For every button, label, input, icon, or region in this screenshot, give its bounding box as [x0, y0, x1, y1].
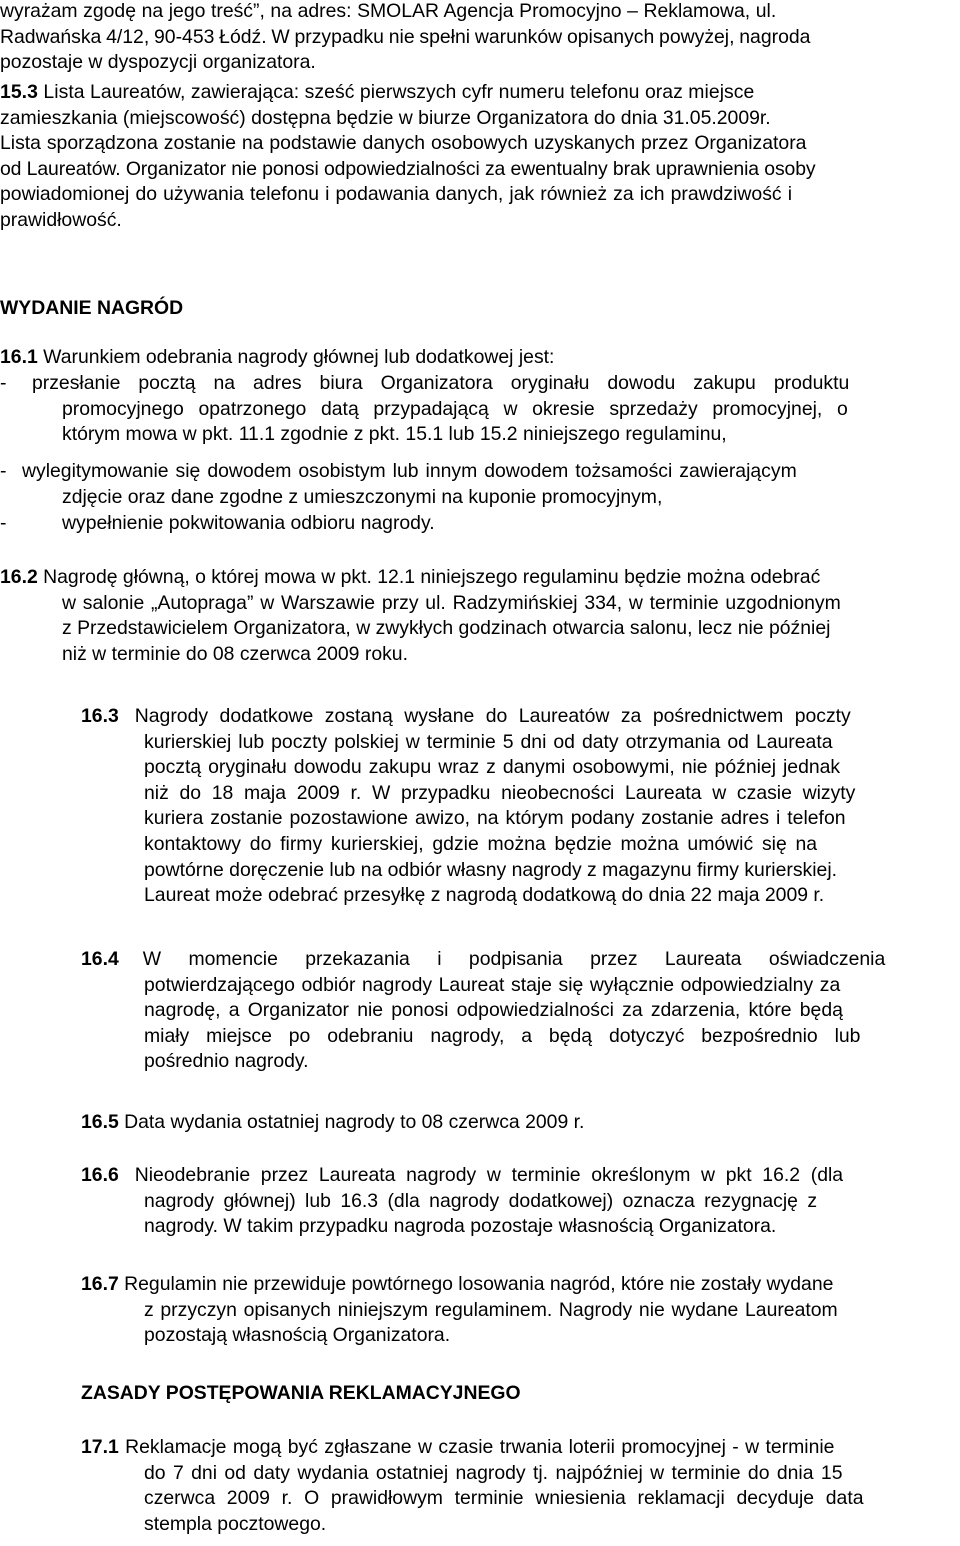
- intro-line-1: wyrażam zgodę na jego treść”, na adres: SMOLAR Agencja Promocyjno – Reklamowa, ul.: [0, 0, 777, 22]
- section-15-3-line-3: Lista sporządzona zostanie na podstawie danych osobowych uzyskanych przez Organizatora: [0, 132, 807, 155]
- section-number: 16.1: [0, 346, 38, 368]
- section-16-3-line-4: niż do 18 maja 2009 r. W przypadku nieobecności Laureata w czasie wizyty: [144, 781, 856, 804]
- list-item: [0, 459, 958, 510]
- section-15-3-line-5: powiadomionej do używania telefonu i podawania danych, jak również za ich prawdziwość i: [0, 183, 793, 206]
- section-16-3: [81, 704, 958, 909]
- section-16-7-line-2: z przyczyn opisanych niniejszym regulaminem. Nagrody nie wydane Laureatom: [144, 1298, 838, 1321]
- section-16-1-intro: Warunkiem odebrania nagrody głównej lub dodatkowej jest:: [37, 346, 555, 368]
- section-16-1: [0, 345, 958, 371]
- section-17-1-line-4: stempla pocztowego.: [144, 1512, 327, 1535]
- section-16-3-line-7: powtórne doręczenie lub na odbiór własny nagrody z magazynu firmy kurierskiej.: [144, 858, 838, 881]
- section-16-4-line-2: potwierdzającego odbiór nagrody Laureat staje się wyłącznie odpowiedzialny za: [144, 973, 841, 996]
- section-15-3-line-2: zamieszkania (miejscowość) dostępna będzie w biurze Organizatora do dnia 31.05.2009r.: [0, 106, 771, 129]
- list-item-line: zdjęcie oraz dane zgodne z umieszczonymi na kuponie promocyjnym,: [62, 485, 663, 508]
- section-16-3-line-6: kontaktowy do firmy kurierskiej, gdzie można będzie można umówić się na: [144, 832, 818, 855]
- section-16-4-line-1: W momencie przekazania i podpisania przez Laureata oświadczenia: [142, 948, 886, 970]
- list-item-line: wypełnienie pokwitowania odbioru nagrody.: [62, 512, 435, 534]
- heading-wydanie-nagrod: WYDANIE NAGRÓD: [0, 297, 184, 319]
- list-item-line: promocyjnego opatrzonego datą przypadającą w okresie sprzedaży promocyjnej, o: [62, 397, 848, 420]
- list-item-line: przesłanie pocztą na adres biura Organizatora oryginału dowodu zakupu produktu: [32, 372, 850, 394]
- section-16-2-line-1: Nagrodę główną, o której mowa w pkt. 12.1 niniejszego regulaminu będzie można odebrać: [37, 566, 821, 588]
- section-16-4: [81, 947, 958, 1075]
- list-item-line: którym mowa w pkt. 11.1 zgodnie z pkt. 15.1 lub 15.2 niniejszego regulaminu,: [62, 423, 727, 446]
- section-16-2-line-3: z Przedstawicielem Organizatora, w zwykłych godzinach otwarcia salonu, lecz nie później: [62, 617, 831, 640]
- section-number: 15.3: [0, 81, 38, 103]
- section-number: 16.4: [81, 948, 119, 970]
- section-16-2: [0, 565, 958, 667]
- section-16-6-line-2: nagrody głównej) lub 16.3 (dla nagrody dodatkowej) oznacza rezygnację z: [144, 1189, 818, 1212]
- section-16-7: [81, 1272, 958, 1349]
- section-16-7-line-3: pozostają własnością Organizatora.: [144, 1324, 451, 1347]
- section-15-3-line-1: Lista Laureatów, zawierająca: sześć pierwszych cyfr numeru telefonu oraz miejsce: [37, 81, 755, 103]
- section-16-3-line-3: pocztą oryginału dowodu zakupu wraz z danymi osobowymi, nie później jednak: [144, 756, 841, 779]
- section-17-1-line-1: Reklamacje mogą być zgłaszane w czasie trwania loterii promocyjnej - w terminie: [118, 1436, 835, 1458]
- section-number: 16.3: [81, 705, 119, 727]
- section-number: 16.6: [81, 1164, 119, 1186]
- section-15-3-line-4: od Laureatów. Organizator nie ponosi odpowiedzialności za ewentualny brak uprawnienia osoby: [0, 157, 816, 180]
- section-16-6-line-3: nagrody. W takim przypadku nagroda pozostaje własnością Organizatora.: [144, 1215, 777, 1238]
- section-16-5-line-1: Data wydania ostatniej nagrody to 08 czerwca 2009 r.: [118, 1111, 585, 1133]
- list-dash: -: [0, 460, 7, 482]
- section-17-1: [81, 1435, 958, 1537]
- section-number: 16.2: [0, 566, 38, 588]
- section-16-3-line-1: Nagrody dodatkowe zostaną wysłane do Laureatów za pośrednictwem poczty: [134, 705, 851, 727]
- list-dash: -: [0, 372, 7, 394]
- section-16-5: [81, 1110, 958, 1136]
- section-16-3-line-5: kuriera zostanie pozostawione awizo, na którym podany zostanie adres i telefon: [144, 807, 846, 830]
- intro-paragraph: [0, 0, 952, 76]
- list-dash: -: [0, 512, 7, 534]
- section-16-4-line-4: miały miejsce po odebraniu nagrody, a będą dotyczyć bezpośrednio lub: [144, 1024, 861, 1047]
- section-16-4-line-5: pośrednio nagrody.: [144, 1050, 309, 1073]
- section-16-2-line-4: niż w terminie do 08 czerwca 2009 roku.: [62, 642, 408, 665]
- section-16-3-line-2: kurierskiej lub poczty polskiej w terminie 5 dni od daty otrzymania od Laureata: [144, 730, 833, 753]
- intro-line-2: Radwańska 4/12, 90-453 Łódź. W przypadku nie spełni warunków opisanych powyżej, nagroda: [0, 25, 811, 48]
- section-17-1-line-2: do 7 dni od daty wydania ostatniej nagrody tj. najpóźniej w terminie do dnia 15: [144, 1461, 843, 1484]
- section-16-7-line-1: Regulamin nie przewiduje powtórnego losowania nagród, które nie zostały wydane: [118, 1273, 834, 1295]
- list-item: [0, 511, 958, 537]
- section-15-3: [0, 80, 955, 234]
- section-16-6: [81, 1163, 958, 1240]
- section-16-6-line-1: Nieodebranie przez Laureata nagrody w terminie określonym w pkt 16.2 (dla: [134, 1164, 844, 1186]
- heading-zasady-reklamacyjne: ZASADY POSTĘPOWANIA REKLAMACYJNEGO: [81, 1382, 521, 1404]
- section-number: 16.7: [81, 1273, 119, 1295]
- section-16-3-line-8: Laureat może odebrać przesyłkę z nagrodą dodatkową do dnia 22 maja 2009 r.: [144, 884, 825, 907]
- section-number: 16.5: [81, 1111, 119, 1133]
- list-item: [0, 371, 958, 448]
- section-17-1-line-3: czerwca 2009 r. O prawidłowym terminie wniesienia reklamacji decyduje data: [144, 1487, 864, 1510]
- section-16-4-line-3: nagrodę, a Organizator nie ponosi odpowiedzialności za zdarzenia, które będą: [144, 999, 843, 1022]
- section-16-2-line-2: w salonie „Autopraga” w Warszawie przy ul. Radzymińskiej 334, w terminie uzgodnionym: [62, 591, 841, 614]
- list-item-line: wylegitymowanie się dowodem osobistym lub innym dowodem tożsamości zawierającym: [22, 460, 797, 482]
- section-15-3-line-6: prawidłowość.: [0, 208, 122, 231]
- intro-line-3: pozostaje w dyspozycji organizatora.: [0, 51, 316, 74]
- section-number: 17.1: [81, 1436, 119, 1458]
